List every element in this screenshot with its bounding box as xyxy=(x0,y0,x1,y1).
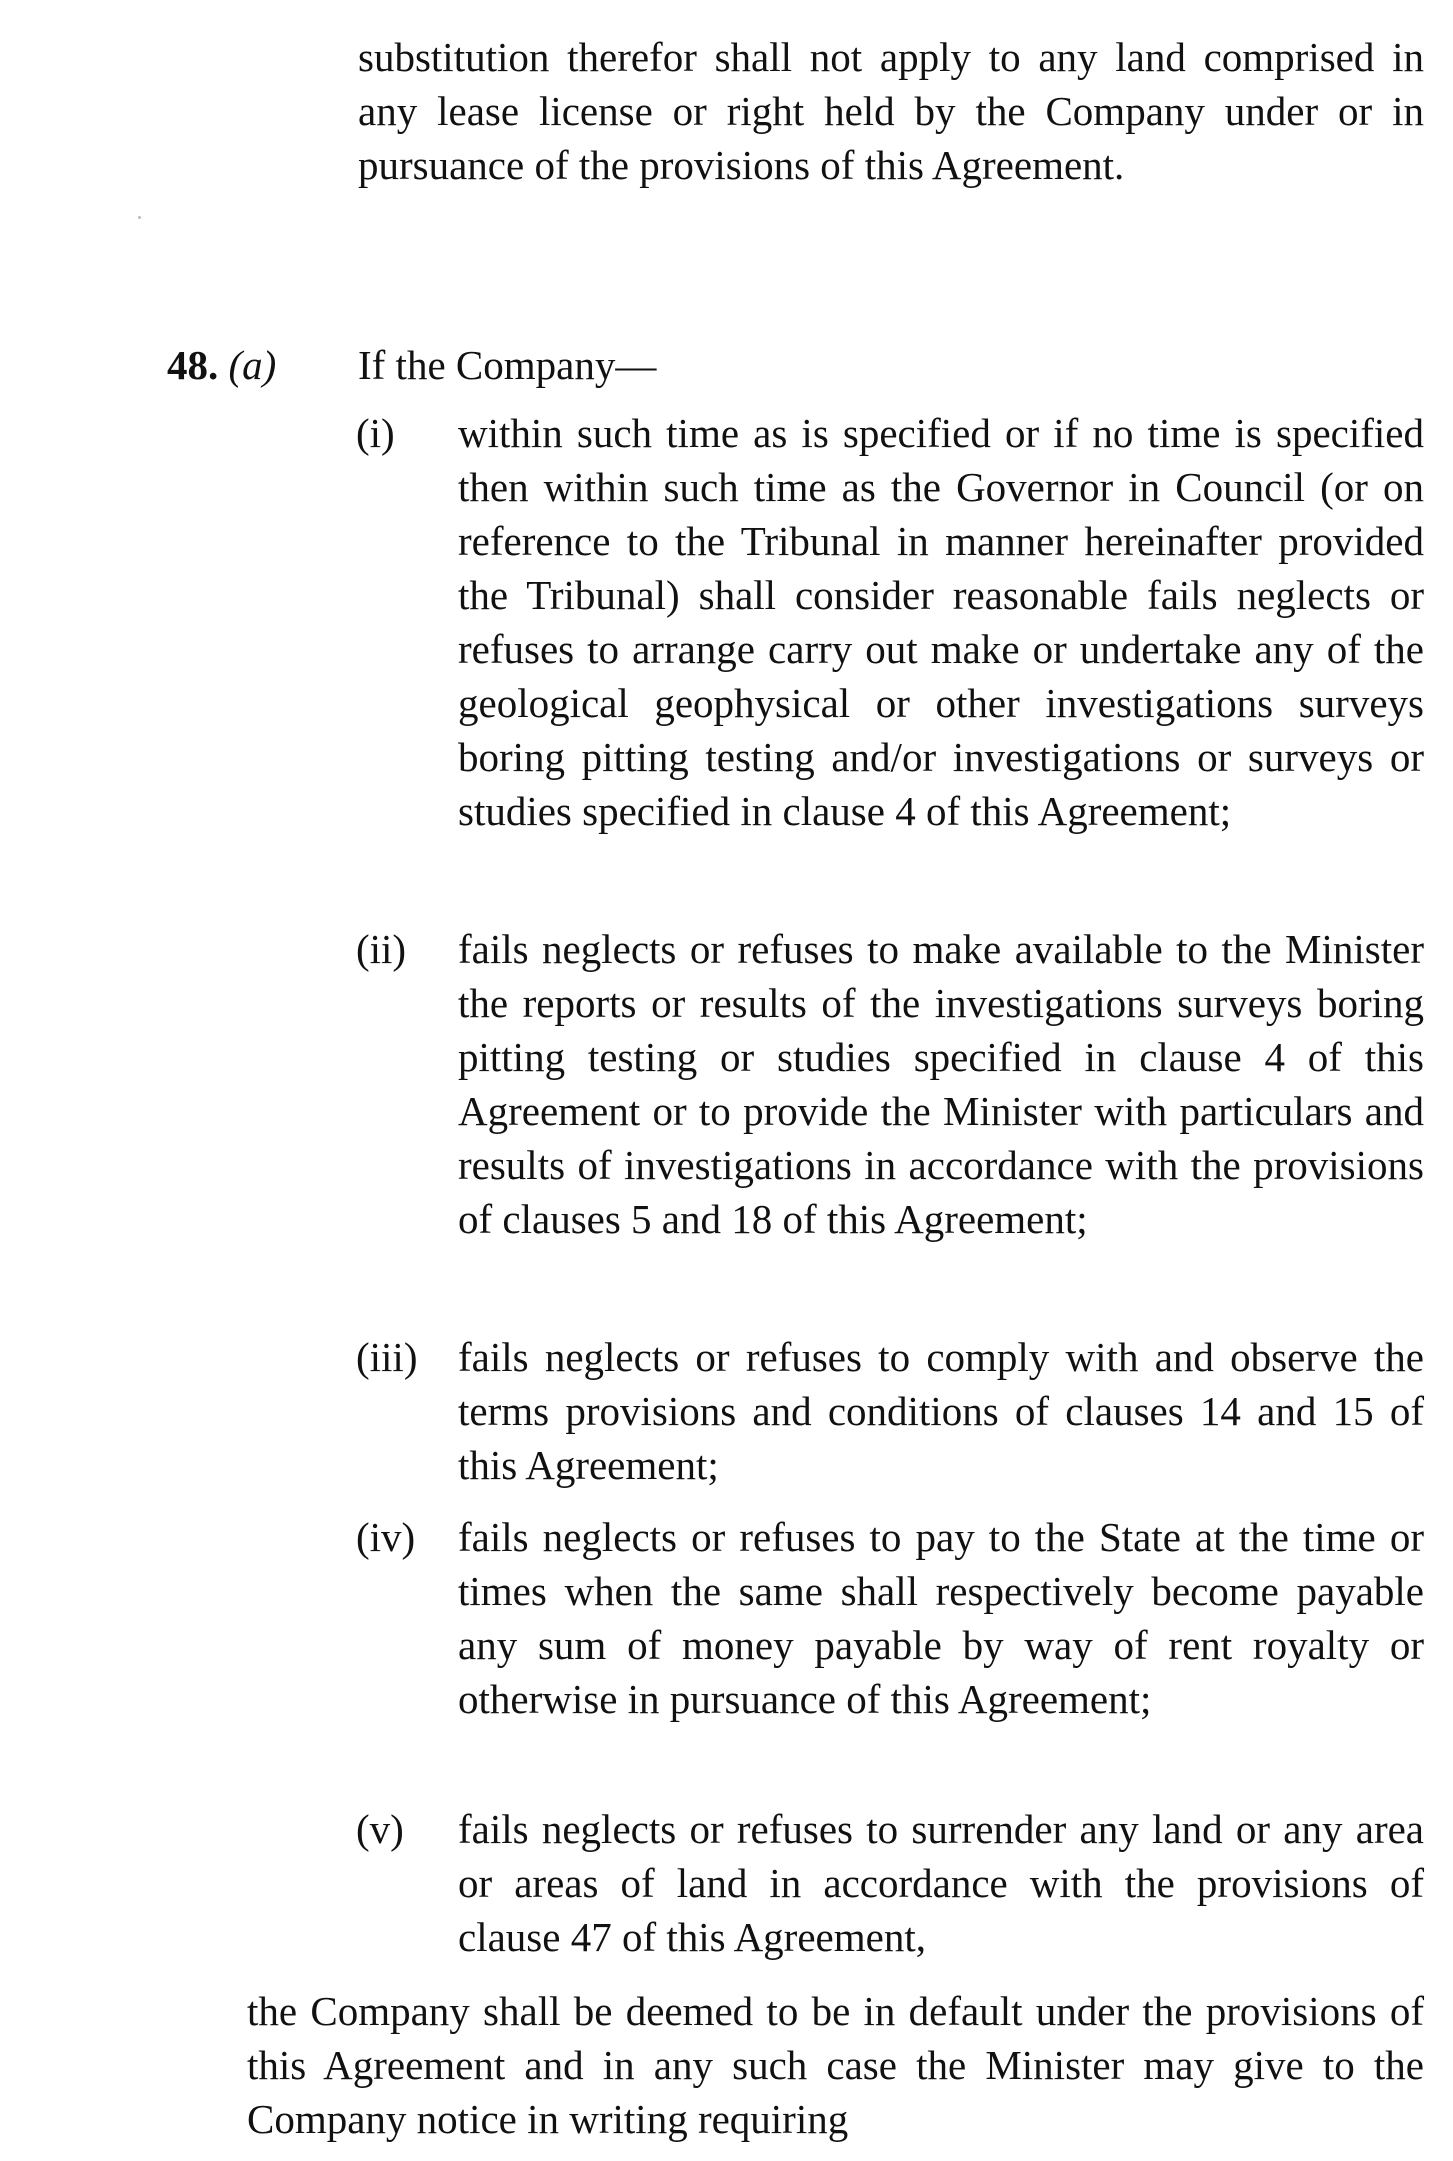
clause-number: 48. xyxy=(167,342,219,388)
item-text: within such time as is specified or if no time is specified then within such time as the Governor in Council (or on reference to the Tribunal in manner hereinafter provided the Tribunal) shall consider reasonable fails neglects or refuses to arrange carry out make or undertake any of the geological geophysical or other investigations surveys boring pitting testing and/or investigations or surveys or studies specified in clause 4 of this Agreement; xyxy=(458,410,1424,834)
item-numeral: (ii) xyxy=(356,926,407,972)
item-text: fails neglects or refuses to comply with and observe the terms provisions and conditions of clauses 14 and 15 of this Agreement; xyxy=(458,1334,1424,1488)
item-text: fails neglects or refuses to make available to the Minister the reports or results of the investigations surveys boring pitting testing or studies specified in clause 4 of this Agreement or to provide the Minister with particulars and results of investigations in accordance with the provisions of clauses 5 and 18 of this Agreement; xyxy=(458,926,1424,1242)
item-text: fails neglects or refuses to pay to the State at the time or times when the same shall respectively become payable any sum of money payable by way of rent royalty or otherwise in pursuance of this Agreement; xyxy=(458,1514,1424,1722)
intro-paragraph: substitution therefor shall not apply to any land comprised in any lease license or right held by the Company under or in pursuance of the provisions of this Agreement. xyxy=(358,34,1424,188)
item-numeral: (i) xyxy=(356,410,395,456)
margin-speck xyxy=(138,216,141,219)
item-numeral: (iii) xyxy=(356,1334,418,1380)
clause-heading xyxy=(167,338,276,392)
item-numeral: (v) xyxy=(356,1806,404,1852)
clause-lead-text: If the Company— xyxy=(358,342,657,388)
closing-paragraph: the Company shall be deemed to be in default under the provisions of this Agreement and in any such case the Minister may give to the Company notice in writing requiring xyxy=(247,1988,1424,2142)
subclause-label: (a) xyxy=(228,342,277,388)
item-text: fails neglects or refuses to surrender any land or any area or areas of land in accordance with the provisions of clause 47 of this Agreement, xyxy=(458,1806,1424,1960)
item-numeral: (iv) xyxy=(356,1514,416,1560)
